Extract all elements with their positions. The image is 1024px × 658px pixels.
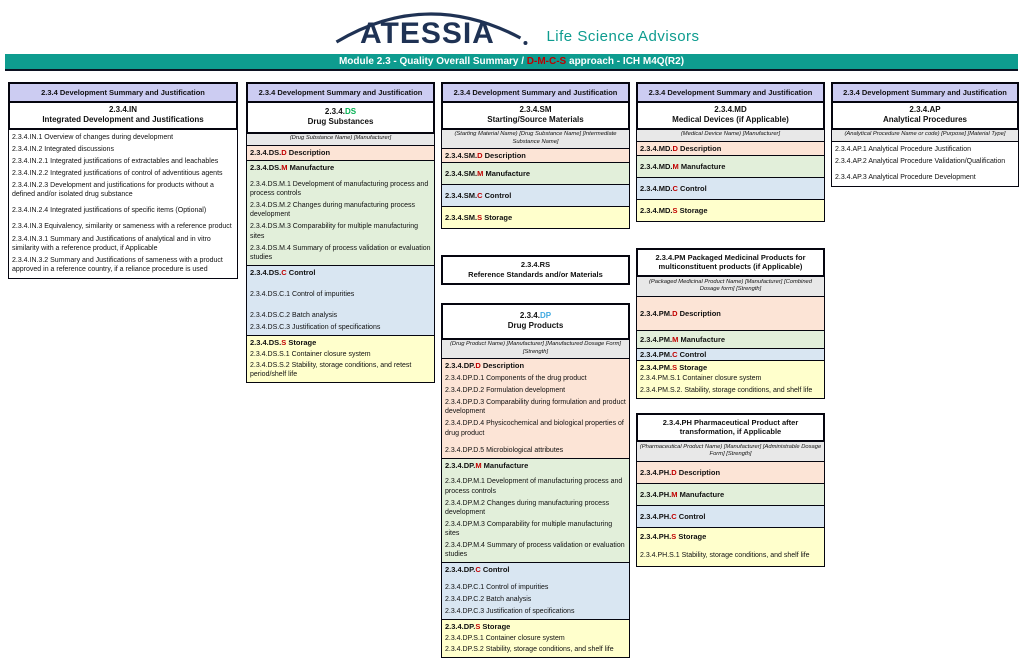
section-letter: S (672, 362, 678, 372)
rs-box (441, 255, 630, 285)
section-label: Manufacture (677, 489, 725, 499)
list-item: 2.3.4.AP.1 Analytical Procedure Justification (835, 145, 972, 153)
section-label: Storage (676, 531, 707, 541)
ph-subtitle: (Pharmaceutical Product Name) [Manufacturer] [Administrable Dosage Form] [Strength] (636, 441, 825, 462)
section-letter: D (477, 151, 483, 161)
ap-code: 2.3.4.AP (909, 105, 941, 114)
list-item: 2.3.4.AP.2 Analytical Procedure Validation/Qualification (835, 157, 1006, 165)
pm-description-row (636, 296, 825, 331)
section-code: 2.3.4.PM. (640, 349, 673, 359)
logo-tagline: Life Science Advisors (546, 28, 700, 45)
list-item: 2.3.4.DP.S.2 Stability, storage conditions, and shelf life (445, 646, 614, 654)
dp-storage-section (441, 619, 630, 658)
list-item: 2.3.4.PM.S.2. Stability, storage conditions, and shelf life (640, 386, 813, 394)
atessia-wordmark-graphic (324, 2, 534, 52)
sm-code: 2.3.4.SM (519, 105, 552, 114)
list-item: 2.3.4.IN.2.4 Integrated justifications of specific items (Optional) (12, 207, 207, 215)
section-label: Description (480, 361, 525, 371)
section-letter: M (475, 460, 482, 470)
list-item: 2.3.4.DP.S.1 Container closure system (445, 635, 565, 642)
section-letter: M (671, 489, 678, 499)
list-item: 2.3.4.PH.S.1 Stability, storage conditions, and shelf life (640, 551, 810, 559)
section-letter: S (281, 337, 287, 347)
pm-title-box: 2.3.4.PM Packaged Medicinal Products for multiconstituent products (if Applicable) (636, 248, 825, 278)
sm-description-row (441, 148, 630, 163)
list-item: 2.3.4.DS.M.1 Development of manufacturing process and process controls (250, 181, 429, 198)
section-label: Storage (480, 622, 511, 632)
section-code: 2.3.4.DS. (250, 147, 282, 157)
logo-wordmark-text: ATESSIA (360, 17, 495, 50)
section-label: Storage (482, 213, 513, 223)
ds-subtitle: (Drug Substance Name) [Manufacturer] (246, 133, 435, 146)
ap-item-list (831, 141, 1019, 187)
section-code: 2.3.4.PH. (640, 511, 672, 521)
dp-box (441, 303, 630, 658)
section-letter: C (477, 191, 483, 201)
list-item: 2.3.4.DS.C.1 Control of impurities (250, 290, 355, 298)
section-letter: M (477, 169, 484, 179)
list-item: 2.3.4.DP.C.1 Control of impurities (445, 583, 549, 591)
section-letter: D (672, 143, 678, 153)
banner-prefix: Module 2.3 - Quality Overall Summary / (338, 56, 527, 67)
module-banner (5, 54, 1018, 71)
section-label: Storage (677, 205, 708, 215)
ds-m-header (250, 163, 431, 173)
pm-subtitle: (Packaged Medicinal Product Name) [Manufacturer] [Combined Dosage form] [Strength] (636, 276, 825, 297)
section-code: 2.3.4.MD. (640, 183, 673, 193)
dp-title: Drug Products (507, 321, 564, 331)
section-label: Manufacture (481, 460, 529, 470)
section-label: Control (676, 511, 706, 521)
section-label: Manufacture (287, 163, 335, 173)
section-label: Manufacture (678, 334, 726, 344)
section-letter: S (477, 213, 483, 223)
list-item: 2.3.4.DS.C.2 Batch analysis (250, 311, 338, 319)
section-label: Description (482, 151, 526, 161)
section-code: 2.3.4.SM. (445, 191, 478, 201)
md-code: 2.3.4.MD (714, 105, 747, 114)
section-letter: D (671, 467, 677, 477)
sm-storage-row (441, 206, 630, 229)
list-item: 2.3.4.IN.3.1 Summary and Justifications of analytical and in vitro similarity with a reference product, if Applicable (12, 235, 211, 252)
list-item: 2.3.4.DP.M.4 Summary of process validation or evaluation studies (445, 542, 625, 559)
list-item: 2.3.4.IN.2.1 Integrated justifications of extractables and leachables (12, 157, 219, 165)
section-label: Storage (677, 362, 708, 372)
ds-title-box (246, 101, 435, 134)
sm-subtitle: (Starting Material Name) [Drug Substance Name] [Intermediate Substance Name] (441, 129, 630, 150)
section-letter: M (672, 161, 679, 171)
dp-code-prefix: 2.3.4. (519, 310, 540, 320)
rs-title: Reference Standards and/or Materials (468, 270, 603, 280)
pm-storage-section (636, 360, 825, 399)
banner-suffix: approach - ICH M4Q(R2) (566, 56, 685, 67)
section-code: 2.3.4.PH. (640, 467, 672, 477)
list-item: 2.3.4.DP.D.4 Physicochemical and biological properties of drug product (445, 420, 624, 437)
logo-dot (523, 41, 527, 45)
section-code: 2.3.4.DP. (445, 460, 476, 470)
section-code: 2.3.4.PM. (640, 362, 673, 372)
column-starting-materials (441, 82, 630, 658)
in-title: Integrated Development and Justifications (42, 115, 204, 125)
dp-description-section (441, 358, 630, 458)
dp-c-header (445, 565, 626, 575)
section-label: Description (677, 143, 722, 153)
list-item: 2.3.4.DP.C.2 Batch analysis (445, 596, 532, 604)
section-letter: D (281, 147, 287, 157)
in-dev-header: 2.3.4 Development Summary and Justification (8, 82, 238, 103)
ds-dev-header: 2.3.4 Development Summary and Justification (246, 82, 435, 103)
list-item: 2.3.4.IN.2 Integrated discussions (12, 145, 114, 153)
ph-description-row (636, 461, 825, 484)
section-letter: C (671, 511, 677, 521)
section-letter: D (475, 361, 481, 371)
ap-title: Analytical Procedures (882, 115, 968, 125)
banner-dmcs-highlight: D-M-C-S (526, 56, 567, 67)
section-code: 2.3.4.DS. (250, 163, 282, 173)
ds-code (249, 107, 432, 117)
list-item: 2.3.4.IN.2.2 Integrated justifications of control of adventitious agents (12, 170, 223, 178)
list-item: 2.3.4.IN.3.2 Summary and Justifications of sameness with a product approved in a reference country, if a reliance procedure is used (12, 256, 223, 273)
ap-dev-header: 2.3.4 Development Summary and Justification (831, 82, 1019, 103)
md-subtitle: (Medical Device Name) [Manufacturer] (636, 129, 825, 142)
section-letter: C (672, 183, 678, 193)
list-item: 2.3.4.DS.S.1 Container closure system (250, 350, 371, 358)
section-code: 2.3.4.SM. (445, 169, 478, 179)
ph-box (636, 413, 825, 567)
section-letter: C (281, 267, 287, 277)
section-label: Description (286, 147, 331, 157)
ph-manufacture-row (636, 483, 825, 506)
section-letter: C (475, 565, 481, 575)
section-label: Control (677, 183, 707, 193)
ds-d-header (250, 148, 431, 158)
section-code: 2.3.4.DP. (445, 622, 476, 632)
list-item: 2.3.4.DP.M.3 Comparability for multiple manufacturing sites (445, 520, 613, 537)
ds-manufacture-section (246, 160, 435, 266)
section-letter: S (475, 622, 481, 632)
md-manufacture-row (636, 155, 825, 178)
list-item: 2.3.4.AP.3 Analytical Procedure Development (835, 173, 976, 181)
section-code: 2.3.4.MD. (640, 143, 673, 153)
list-item: 2.3.4.DS.M.4 Summary of process validation or evaluation studies (250, 244, 431, 261)
md-storage-row (636, 199, 825, 222)
section-label: Control (286, 267, 316, 277)
section-code: 2.3.4.DS. (250, 337, 282, 347)
ds-title: Drug Substances (307, 117, 374, 127)
section-label: Control (677, 349, 707, 359)
list-item: 2.3.4.DS.M.2 Changes during manufacturing process development (250, 202, 415, 219)
dp-m-header (445, 461, 626, 471)
list-item: 2.3.4.IN.3 Equivalency, similarity or sameness with a reference product (12, 223, 232, 231)
rs-code: 2.3.4.RS (520, 260, 551, 270)
list-item: 2.3.4.PM.S.1 Container closure system (640, 375, 762, 383)
section-letter: C (672, 349, 678, 359)
section-code: 2.3.4.PM. (640, 308, 673, 318)
list-item: 2.3.4.DP.D.1 Components of the drug product (445, 375, 587, 383)
dp-d-header (445, 361, 626, 371)
section-letter: S (672, 205, 678, 215)
section-code: 2.3.4.PM. (640, 334, 673, 344)
pm-s-header (640, 363, 821, 373)
section-code: 2.3.4.DP. (445, 565, 476, 575)
list-item: 2.3.4.DP.M.1 Development of manufacturing process and process controls (445, 478, 623, 495)
section-code: 2.3.4.SM. (445, 213, 478, 223)
pm-manufacture-row (636, 330, 825, 349)
section-code: 2.3.4.MD. (640, 205, 673, 215)
section-code: 2.3.4.DS. (250, 267, 282, 277)
list-item: 2.3.4.DP.M.2 Changes during manufacturing process development (445, 499, 610, 516)
pm-box (636, 248, 825, 399)
md-control-row (636, 177, 825, 200)
ds-code-prefix: 2.3.4. (324, 107, 345, 116)
list-item: 2.3.4.IN.1 Overview of changes during development (12, 133, 174, 141)
sm-title: Starting/Source Materials (487, 115, 584, 125)
section-label: Storage (286, 337, 317, 347)
section-letter: S (671, 531, 677, 541)
ds-description-section (246, 145, 435, 162)
list-item: 2.3.4.DP.D.5 Microbiological attributes (445, 446, 564, 454)
ph-control-row (636, 505, 825, 528)
dp-manufacture-section (441, 458, 630, 564)
ph-s-header (640, 530, 821, 544)
ds-storage-section (246, 335, 435, 383)
ds-s-header (250, 338, 431, 348)
section-code: 2.3.4.SM. (445, 151, 478, 161)
section-label: Description (677, 308, 721, 318)
section-code: 2.3.4.PH. (640, 531, 672, 541)
section-letter: M (672, 334, 679, 344)
md-dev-header: 2.3.4 Development Summary and Justification (636, 82, 825, 103)
column-drug-substances (246, 82, 435, 383)
section-label: Manufacture (483, 169, 531, 179)
section-letter: M (281, 163, 288, 173)
sm-title-box (441, 101, 630, 130)
section-letter: D (672, 308, 678, 318)
dp-control-section (441, 562, 630, 620)
ds-control-section (246, 265, 435, 336)
ph-title-box: 2.3.4.PH Pharmaceutical Product after transformation, if Applicable (636, 413, 825, 443)
list-item: 2.3.4.IN.2.3 Development and justifications for products without a defined and/or isolated drug substance (12, 182, 214, 199)
section-code: 2.3.4.PH. (640, 489, 672, 499)
column-analytical-procedures (831, 82, 1019, 187)
section-label: Control (480, 565, 510, 575)
in-code: 2.3.4.IN (108, 105, 137, 114)
section-code: 2.3.4.MD. (640, 161, 673, 171)
ap-title-box (831, 101, 1019, 130)
dp-s-header (445, 622, 626, 632)
column-medical-devices (636, 82, 825, 567)
dp-code-letters: DP (539, 310, 552, 320)
in-item-list (8, 129, 238, 279)
list-item: 2.3.4.DP.D.2 Formulation development (445, 387, 566, 395)
list-item: 2.3.4.DP.D.3 Comparability during formulation and product development (445, 399, 626, 416)
section-label: Control (482, 191, 512, 201)
sm-dev-header: 2.3.4 Development Summary and Justification (441, 82, 630, 103)
md-title-box (636, 101, 825, 130)
list-item: 2.3.4.DS.C.3 Justification of specifications (250, 323, 381, 331)
sm-control-row (441, 184, 630, 207)
column-integrated (8, 82, 238, 279)
ap-subtitle: (Analytical Procedure Name or code) [Purpose] [Material Type] (831, 129, 1019, 142)
md-title: Medical Devices (if Applicable) (672, 115, 789, 125)
in-title-box (8, 101, 238, 130)
dp-code (444, 311, 627, 321)
section-label: Description (676, 467, 721, 477)
list-item: 2.3.4.DS.S.2 Stability, storage conditions, and retest period/shelf life (250, 361, 412, 378)
ph-storage-section (636, 527, 825, 567)
list-item: 2.3.4.DS.M.3 Comparability for multiple manufacturing sites (250, 223, 419, 240)
list-item: 2.3.4.DP.C.3 Justification of specifications (445, 608, 575, 616)
section-code: 2.3.4.DP. (445, 361, 476, 371)
dp-title-box (441, 303, 630, 340)
ds-code-letters: DS (344, 107, 357, 116)
atessia-logo (324, 2, 699, 52)
sm-manufacture-row (441, 162, 630, 185)
ds-c-header (250, 268, 431, 278)
md-description-row (636, 141, 825, 156)
dp-subtitle: (Drug Product Name) [Manufacturer] [Manufactured Dosage Form] [Strength] (441, 339, 630, 360)
section-label: Manufacture (678, 161, 726, 171)
